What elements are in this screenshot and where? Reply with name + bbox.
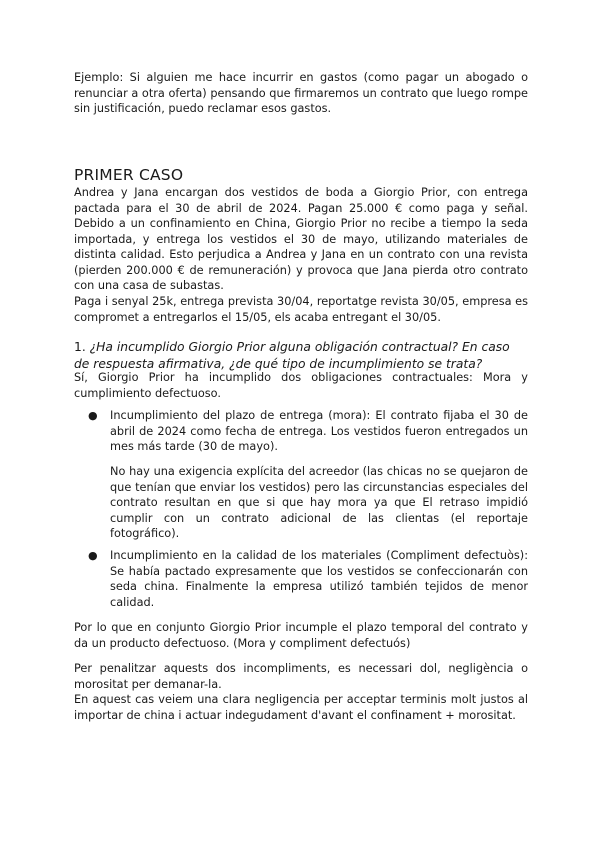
bullet-item-mora-detail: No hay una exigencia explícita del acreedor (las chicas no se quejaron de que tenían que enviar los vestidos) pero las circunstancias especiales del contrato resultan en que si que hay mora ya que El retraso impidió cumplir con un contrato adicional de las clientas (el reportaje fotográfico). [110, 465, 528, 540]
closing-paragraph-2: En aquest cas veiem una clara negligencia per acceptar terminis molt justos al importar de china i actuar indegudament d'avant el confinament + morositat. [74, 693, 528, 722]
closing-paragraph-1: Per penalitzar aquests dos incompliments, es necessari dol, negligència o morositat per demanar-la. [74, 662, 528, 691]
bullet-icon: ● [88, 549, 98, 562]
bullet-item-calidad: Incumplimiento en la calidad de los materiales (Compliment defectuòs): Se había pactado expresamente que los vestidos se confeccionarán con seda china. Finalmente la empresa utilizó también tejidos de menor calidad. [110, 549, 528, 609]
case-description: Andrea y Jana encargan dos vestidos de boda a Giorgio Prior, con entrega pactada para el 30 de abril de 2024. Pagan 25.000 € como paga y señal. Debido a un confinamiento en China, Giorgio Prior no recibe a tiempo la seda importada, y entrega los vestidos el 30 de mayo, utilizando materiales de distinta calidad. Esto perjudica a Andrea y Jana en un contrato con una revista (pierden 200.000 € de remuneración) y provoca que Jana pierda otro contrato con una casa de subastas. [74, 186, 528, 292]
case-summary: Paga i senyal 25k, entrega prevista 30/04, reportatge revista 30/05, empresa es compromet a entregarlos el 15/05, els acaba entregant el 30/05. [74, 295, 528, 324]
section-title: PRIMER CASO [74, 166, 184, 184]
conclusion-paragraph: Por lo que en conjunto Giorgio Prior incumple el plazo temporal del contrato y da un producto defectuoso. (Mora y compliment defectuós) [74, 621, 528, 650]
intro-paragraph: Ejemplo: Si alguien me hace incurrir en gastos (como pagar un abogado o renunciar a otra oferta) pensando que firmaremos un contrato que luego rompe sin justificación, puedo reclamar esos gastos. [74, 71, 528, 115]
bullet-item-mora: Incumplimiento del plazo de entrega (mora): El contrato fijaba el 30 de abril de 2024 como fecha de entrega. Los vestidos fueron entregados un mes más tarde (30 de mayo). [110, 409, 528, 453]
bullet-icon: ● [88, 409, 98, 422]
answer-paragraph: Sí, Giorgio Prior ha incumplido dos obligaciones contractuales: Mora y cumplimiento defectuoso. [74, 371, 528, 400]
question-number: 1. [74, 340, 86, 354]
question-heading [74, 339, 528, 373]
question-text: ¿Ha incumplido Giorgio Prior alguna obligación contractual? En caso de respuesta afirmativa, ¿de qué tipo de incumplimiento se trata? [74, 340, 510, 371]
